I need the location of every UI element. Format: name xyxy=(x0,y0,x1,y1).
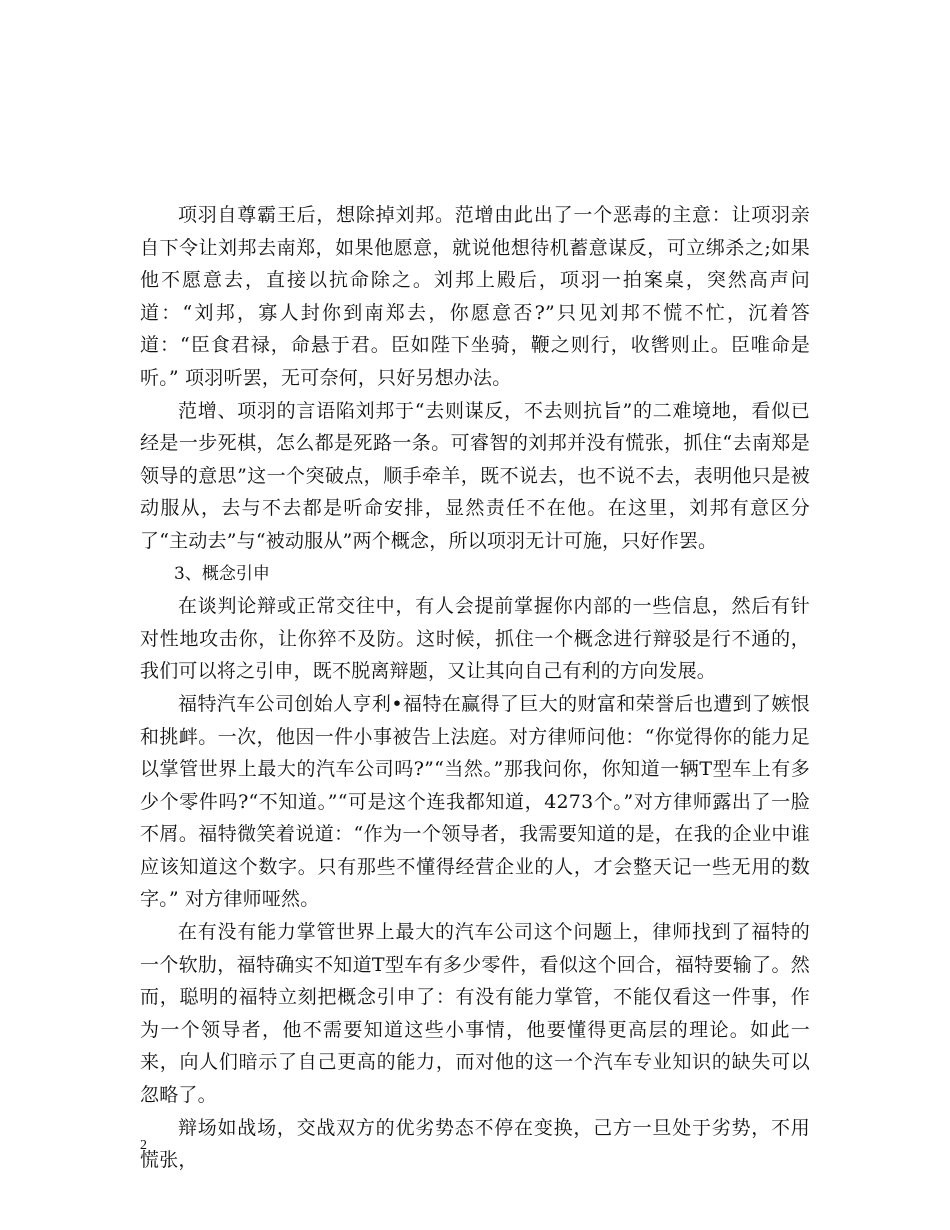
page-number: 2 xyxy=(140,1138,147,1153)
document-body xyxy=(140,199,810,1177)
paragraph-xiang-yu-intro: 项羽自尊霸王后，想除掉刘邦。范增由此出了一个恶毒的主意：让项羽亲自下令让刘邦去南郑，如果他愿意，就说他想待机蓄意谋反，可立绑杀之;如果他不愿意去，直接以抗命除之。刘邦上殿后，项羽一拍案桌，突然高声问道：“刘邦，寡人封你到南郑去，你愿意否?”只见刘邦不慌不忙，沉着答道：“臣食君禄，命悬于君。臣如陛下坐骑，鞭之则行，收辔则止。臣唯命是听。” 项羽听罢，无可奈何，只好另想办法。 xyxy=(140,204,810,389)
paragraph-fan-zeng-analysis: 范增、项羽的言语陷刘邦于“去则谋反，不去则抗旨”的二难境地，看似已经是一步死棋，怎么都是死路一条。可睿智的刘邦并没有慌张，抓住“去南郑是领导的意思”这一个突破点，顺手牵羊，既不说去，也不说不去，表明他只是被动服从，去与不去都是听命安排，显然责任不在他。在这里，刘邦有意区分了“主动去”与“被动服从”两个概念，所以项羽无计可施，只好作罢。 xyxy=(140,399,810,552)
paragraph-concept-extension-intro: 在谈判论辩或正常交往中，有人会提前掌握你内部的一些信息，然后有针对性地攻击你，让你猝不及防。这时候，抓住一个概念进行辩驳是行不通的，我们可以将之引申，既不脱离辩题，又让其向自己有利的方向发展。 xyxy=(140,595,810,683)
paragraph-ford-story: 福特汽车公司创始人亨利•福特在赢得了巨大的财富和荣誉后也遭到了嫉恨和挑衅。一次，他因一件小事被告上法庭。对方律师问他：“你觉得你的能力足以掌管世界上最大的汽车公司吗?”“当然。”那我问你，你知道一辆T型车上有多少个零件吗?“不知道。”“可是这个连我都知道，4273个。”对方律师露出了一脸不屑。福特微笑着说道：“作为一个领导者，我需要知道的是，在我的企业中谁应该知道这个数字。只有那些不懂得经营企业的人，才会整天记一些无用的数字。” 对方律师哑然。 xyxy=(140,692,810,911)
paragraph-debate-battlefield: 辩场如战场，交战双方的优劣势态不停在变换，己方一旦处于劣势，不用慌张， xyxy=(140,1116,810,1172)
paragraph-ford-analysis: 在有没有能力掌管世界上最大的汽车公司这个问题上，律师找到了福特的一个软肋，福特确实不知道T型车有多少零件，看似这个回合，福特要输了。然而，聪明的福特立刻把概念引申了：有没有能力掌管，不能仅看这一件事，作为一个领导者，他不需要知道这些小事情，他要懂得更高层的理论。如此一来，向人们暗示了自己更高的能力，而对他的这一个汽车专业知识的缺失可以忽略了。 xyxy=(140,921,810,1107)
section-heading-concept-extension: 3、概念引申 xyxy=(174,563,270,584)
